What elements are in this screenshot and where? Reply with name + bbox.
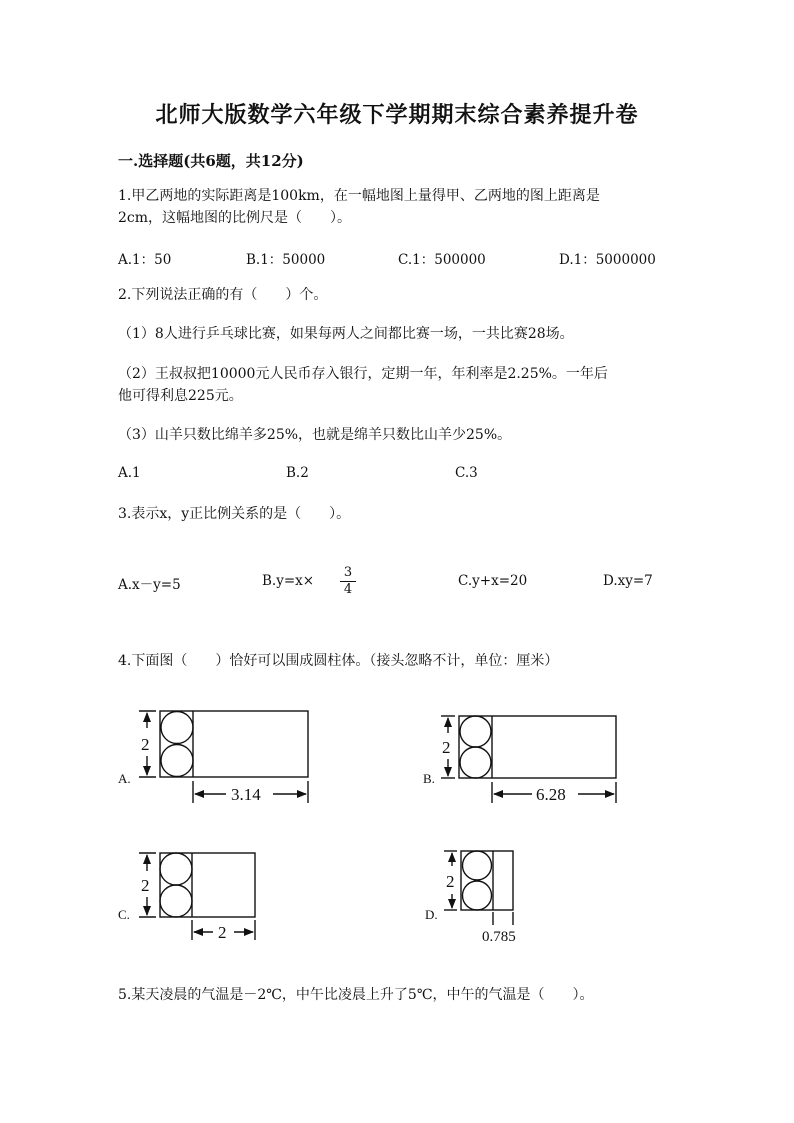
q2-stem: 2.下列说法正确的有（ ）个。 bbox=[118, 287, 328, 303]
figure-c-width: 2 bbox=[218, 923, 227, 942]
q1-stem-line1: 1.甲乙两地的实际距离是100km，在一幅地图上量得甲、乙两地的图上距离是 bbox=[118, 188, 600, 204]
figure-b-width: 6.28 bbox=[536, 785, 566, 804]
q3-option-c[interactable]: C.y+x=20 bbox=[458, 573, 528, 589]
figure-b[interactable] bbox=[441, 716, 616, 803]
q1-stem-line2: 2cm，这幅地图的比例尺是（ ）。 bbox=[118, 210, 352, 226]
figure-d-width: 0.785 bbox=[482, 929, 516, 945]
q2-option-a[interactable]: A.1 bbox=[118, 465, 141, 481]
figure-c-label: C. bbox=[118, 907, 130, 922]
fraction-numerator: 3 bbox=[340, 566, 356, 582]
fraction-denominator: 4 bbox=[343, 582, 353, 597]
figure-a-width: 3.14 bbox=[231, 785, 261, 804]
q3-option-a[interactable]: A.x－y=5 bbox=[118, 577, 181, 593]
figure-c-height: 2 bbox=[141, 876, 150, 895]
q2-option-c[interactable]: C.3 bbox=[455, 465, 478, 481]
figure-a-height: 2 bbox=[141, 735, 150, 754]
page-title: 北师大版数学六年级下学期期末综合素养提升卷 bbox=[155, 102, 639, 128]
q1-option-d[interactable]: D.1：5000000 bbox=[559, 252, 656, 268]
q2-statement-1: （1）8人进行乒乓球比赛，如果每两人之间都比赛一场，一共比赛28场。 bbox=[118, 326, 574, 342]
figure-b-label: B. bbox=[423, 771, 435, 786]
q2-option-b[interactable]: B.2 bbox=[286, 465, 309, 481]
figure-d-label: D. bbox=[425, 907, 438, 922]
q2-statement-2-line2: 他可得利息225元。 bbox=[118, 388, 243, 404]
q3-option-d[interactable]: D.xy=7 bbox=[603, 573, 653, 589]
q2-statement-3: （3）山羊只数比绵羊多25%，也就是绵羊只数比山羊少25%。 bbox=[118, 427, 512, 443]
q1-option-a[interactable]: A.1：50 bbox=[118, 252, 172, 268]
figure-a-label: A. bbox=[118, 771, 131, 786]
q5-stem: 5.某天凌晨的气温是－2℃，中午比凌晨上升了5℃，中午的气温是（ ）。 bbox=[118, 987, 594, 1003]
figure-a[interactable] bbox=[139, 711, 308, 803]
section-heading: 一.选择题(共6题，共12分) bbox=[118, 152, 304, 170]
figure-c[interactable] bbox=[139, 853, 255, 940]
q1-option-b[interactable]: B.1：50000 bbox=[246, 252, 326, 268]
q1-option-c[interactable]: C.1：500000 bbox=[398, 252, 486, 268]
figure-b-height: 2 bbox=[442, 738, 451, 757]
q4-stem: 4.下面图（ ）恰好可以围成圆柱体。（接头忽略不计，单位：厘米） bbox=[118, 653, 559, 669]
q3-option-b[interactable]: B.y=x× bbox=[262, 573, 315, 589]
q2-statement-2-line1: （2）王叔叔把10000元人民币存入银行，定期一年，年利率是2.25%。一年后 bbox=[118, 366, 608, 382]
figure-d-height: 2 bbox=[446, 872, 455, 891]
q3-stem: 3.表示x，y正比例关系的是（ ）。 bbox=[118, 506, 351, 522]
